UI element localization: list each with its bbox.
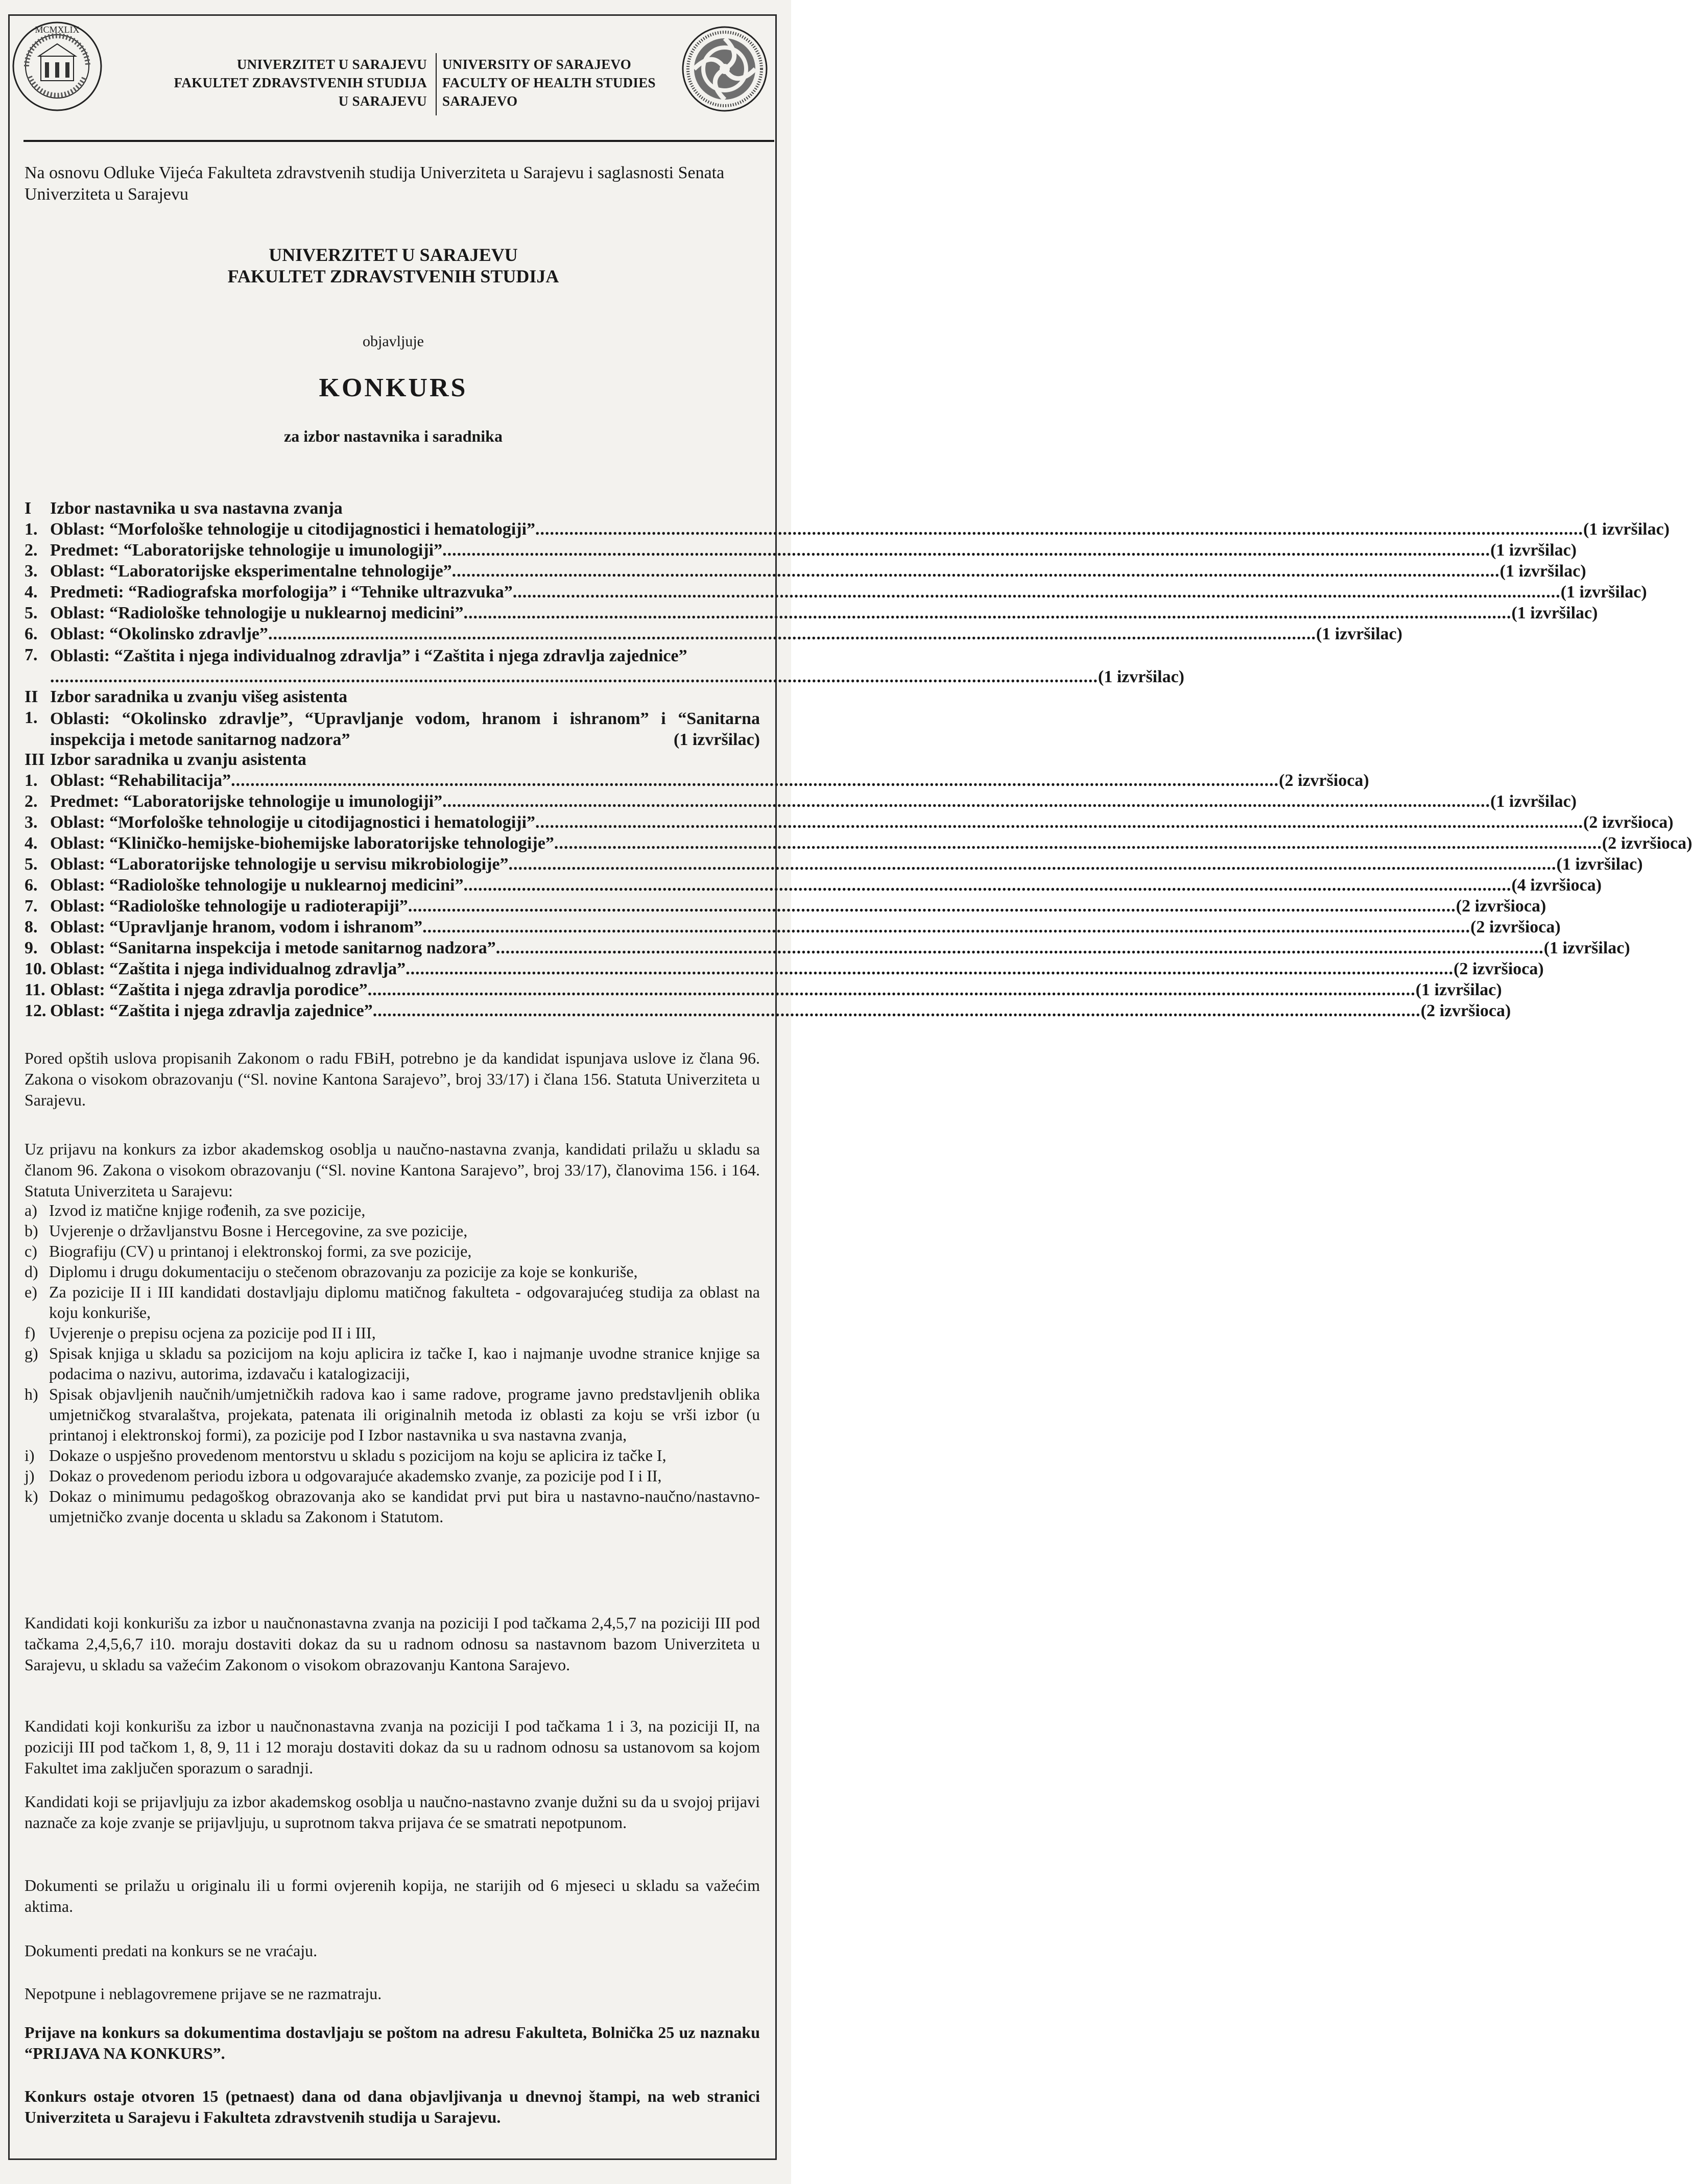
document-text: Dokaz o provedenom periodu izbora u odgovarajuće akademsko zvanje, za pozicije pod I i II, [49, 1467, 662, 1485]
leader-dots [509, 855, 1557, 874]
item-text: Predmeti: “Radiografska morfologija” i “Tehnike ultrazvuka” [50, 583, 513, 602]
general-conditions: Pored opštih uslova propisanih Zakonom o radu FBiH, potrebno je da kandidat ispunjava uslove iz člana 96. Zakona o visokom obrazovanju (“Sl. novine Kantona Sarajevo”, broj 33/17) i člana 156. Statuta Univerziteta u Sarajevu. [25, 1049, 760, 1109]
document-item [25, 1323, 760, 1343]
item-body [50, 708, 760, 750]
leader-dots [463, 604, 1511, 623]
section-title: Izbor saradnika u zvanju asistenta [50, 750, 306, 769]
item-text: Oblast: “Radiološke tehnologije u nuklearnoj medicini” [50, 604, 464, 622]
item-number: 8. [25, 918, 38, 937]
document-letter: k) [25, 1487, 38, 1505]
position-item [25, 980, 1502, 1001]
item-count: (1 izvršilac) [1490, 541, 1577, 560]
document-text: Spisak knjiga u skladu sa pozicijom na koju aplicira iz tačke I, kao i najmanje uvodne stranice knjige sa podacima o nazivu, autorima, izdavaču i katalogizaciji, [49, 1344, 760, 1383]
item-text: Predmet: “Laboratorijske tehnologije u imunologiji” [50, 541, 443, 560]
position-item [25, 625, 1402, 645]
item-count-line [50, 666, 1184, 687]
item-number: 4. [25, 834, 38, 853]
item-count: (2 izvršioca) [1602, 834, 1692, 853]
page-title: KONKURS [319, 373, 468, 402]
section-heading [25, 750, 760, 771]
section-heading [25, 499, 760, 520]
position-item [25, 855, 1643, 876]
item-text: Oblast: “Kliničko-hemijske-biohemijske laboratorijske tehnologije” [50, 834, 554, 853]
item-text: Oblast: “Laboratorijske eksperimentalne tehnologije” [50, 562, 452, 581]
leader-dots [535, 520, 1583, 539]
item-number: 4. [25, 583, 38, 602]
intro-text: Na osnovu Odluke Vijeća Fakulteta zdravstvenih studija Univerziteta u Sarajevu i saglasnosti Senata Univerziteta u Sarajevu [25, 163, 725, 204]
document-text: Spisak objavljenih naučnih/umjetničkih radova kao i same radove, programe javno predstavljenih oblika umjetničkog stvaralaštva, projekata, patenata ili originalnih metoda iz oblasti za koju se vrši izbor (u printanoj i elektronskoj formi), za pozicije pod I Izbor nastavnika u sva nastavna zvanja, [49, 1385, 760, 1444]
item-text: Oblast: “Sanitarna inspekcija i metode sanitarnog nadzora” [50, 939, 496, 957]
university-seal-icon [11, 20, 103, 112]
documents-list [25, 1200, 760, 1527]
leader-dots [513, 583, 1561, 602]
item-count: (1 izvršilac) [1415, 980, 1502, 999]
item-number: 3. [25, 813, 38, 832]
item-text: Oblast: “Radiološke tehnologije u radioterapiji” [50, 897, 408, 916]
item-number: 3. [25, 562, 38, 581]
item-count: (2 izvršioca) [1279, 771, 1369, 790]
document-letter: g) [25, 1344, 38, 1362]
leader-dots [422, 918, 1470, 937]
section-heading [25, 687, 760, 708]
document-text: Diplomu i drugu dokumentaciju o stečenom obrazovanju za pozicije za koje se konkuriše, [49, 1262, 638, 1281]
document-item [25, 1466, 760, 1486]
item-body [50, 645, 1184, 687]
document-letter: f) [25, 1324, 36, 1342]
paragraph: Nepotpune i neblagovremene prijave se ne razmatraju. [25, 1984, 382, 2003]
item-number: 2. [25, 792, 38, 811]
leader-dots [50, 666, 1098, 687]
document-item [25, 1445, 760, 1466]
section-number: I [25, 499, 32, 518]
item-number: 1. [25, 520, 38, 539]
position-item [25, 583, 1647, 604]
document-letter: b) [25, 1221, 38, 1240]
item-text: Oblasti: “Zaštita i njega individualnog zdravlja” i “Zaštita i njega zdravlja zajednice” [50, 646, 687, 665]
leader-dots [231, 771, 1279, 790]
position-item [25, 1001, 1511, 1022]
item-number: 2. [25, 541, 38, 560]
position-item [25, 876, 1602, 897]
item-count: (2 izvršioca) [1453, 959, 1544, 978]
item-text: Oblast: “Upravljanje hranom, vodom i ishranom” [50, 918, 423, 937]
document-letter: j) [25, 1467, 35, 1485]
document-text: Biografiju (CV) u printanoj i elektronskoj formi, za sve pozicije, [49, 1242, 472, 1260]
item-number: 10. [25, 959, 46, 978]
item-number: 12. [25, 1001, 46, 1020]
item-count: (1 izvršilac) [1556, 855, 1643, 874]
position-item [25, 959, 1544, 980]
item-text: Oblast: “Morfološke tehnologije u citodijagnostici i hematologiji” [50, 520, 536, 539]
letterhead-bosnian [126, 55, 427, 110]
document-text: Uvjerenje o državljanstvu Bosne i Hercegovine, za sve pozicije, [49, 1221, 468, 1240]
letterhead-english [442, 55, 667, 110]
section-title: Izbor nastavnika u sva nastavna zvanja [50, 499, 343, 518]
page-subtitle: za izbor nastavnika i saradnika [284, 427, 503, 445]
item-count: (1 izvršilac) [1583, 520, 1670, 539]
seal-year: MCMXLIX [35, 25, 80, 35]
item-text: Predmet: “Laboratorijske tehnologije u imunologiji” [50, 792, 443, 811]
item-text: Oblast: “Zaštita i njega zdravlja zajednice” [50, 1001, 373, 1020]
faculty-logo-icon [681, 26, 768, 112]
item-text: Oblast: “Laboratorijske tehnologije u servisu mikrobiologije” [50, 855, 509, 874]
document-text: Dokaz o minimumu pedagoškog obrazovanja ako se kandidat prvi put bira u nastavno-naučno/nastavno-umjetničko zvanje docenta u skladu sa Zakonom i Statutom. [49, 1487, 760, 1526]
item-text: Oblast: “Morfološke tehnologije u citodijagnostici i hematologiji” [50, 813, 536, 832]
position-item [25, 541, 1577, 562]
institution-line: UNIVERZITET U SARAJEVU [269, 245, 518, 265]
document-item [25, 1200, 760, 1220]
paragraph: Dokumenti se prilažu u originalu ili u formi ovjerenih kopija, ne starijih od 6 mjeseci u skladu sa važećim aktima. [25, 1876, 760, 1915]
item-number: 6. [25, 876, 38, 895]
item-text: Oblast: “Rehabilitacija” [50, 771, 231, 790]
leader-dots [442, 792, 1490, 811]
item-count: (1 izvršilac) [1499, 562, 1586, 581]
leader-dots [554, 834, 1602, 853]
item-count: (1 izvršilac) [674, 730, 760, 749]
position-item [25, 897, 1546, 918]
leader-dots [496, 939, 1544, 958]
item-number: 5. [25, 604, 38, 622]
item-count: (2 izvršioca) [1456, 897, 1546, 916]
item-number: 5. [25, 855, 38, 874]
leader-dots [408, 897, 1456, 916]
item-text: Oblast: “Okolinsko zdravlje” [50, 625, 268, 643]
item-text: Oblasti: “Okolinsko zdravlje”, “Upravljanje vodom, hranom i ishranom” i “Sanitarna inspekcija i metode sanitarnog nadzora” [50, 709, 760, 749]
document-item [25, 1220, 760, 1241]
item-number: 6. [25, 625, 38, 643]
paragraph: Dokumenti predati na konkurs se ne vraćaju. [25, 1941, 318, 1960]
documents-intro: Uz prijavu na konkurs za izbor akademskog osoblja u naučno-nastavna zvanja, kandidati prilažu u skladu sa članom 96. Zakona o visokom obrazovanju (“Sl. novine Kantona Sarajevo”, broj 33/17), članovima 156. i 164. Statuta Univerziteta u Sarajevu: [25, 1140, 760, 1200]
leader-dots [368, 980, 1416, 1000]
item-text: Oblast: “Zaštita i njega individualnog zdravlja” [50, 959, 406, 978]
announces-text: objavljuje [363, 333, 424, 350]
letterhead-line: UNIVERSITY OF SARAJEVO [442, 57, 632, 72]
item-number: 9. [25, 939, 38, 957]
section-number: II [25, 687, 38, 706]
document-letter: c) [25, 1242, 37, 1260]
item-count: (1 izvršilac) [1511, 604, 1598, 622]
institution-name [25, 244, 762, 287]
position-item [25, 645, 1184, 687]
leader-dots [442, 541, 1490, 560]
item-number: 11. [25, 980, 45, 999]
position-item [25, 771, 1369, 792]
item-count: (1 izvršilac) [1490, 792, 1577, 811]
position-item [25, 834, 1692, 855]
paragraph: Kandidati koji se prijavljuju za izbor akademskog osoblja u naučno-nastavno zvanje dužni su da u svojoj prijavi naznače za koje zvanje se prijavljuju, u suprotnom takva prijava će se smatrati nepotpunom. [25, 1792, 760, 1832]
letterhead-rule [23, 140, 774, 142]
position-item [25, 708, 760, 750]
document-text: Izvod iz matične knjige rođenih, za sve pozicije, [49, 1201, 366, 1219]
item-count: (1 izvršilac) [1098, 667, 1184, 686]
letterhead [8, 14, 777, 152]
leader-dots [535, 813, 1583, 832]
letterhead-line: FAKULTET ZDRAVSTVENIH STUDIJA [174, 75, 427, 90]
document-item [25, 1282, 760, 1323]
position-item [25, 562, 1586, 583]
item-count: (2 izvršioca) [1420, 1001, 1511, 1020]
item-number: 7. [25, 645, 38, 664]
document-letter: a) [25, 1201, 37, 1219]
item-count: (2 izvršioca) [1470, 918, 1561, 937]
item-count: (4 izvršioca) [1511, 876, 1602, 895]
institution-line: FAKULTET ZDRAVSTVENIH STUDIJA [227, 266, 559, 286]
document-item [25, 1241, 760, 1261]
position-item [25, 604, 1598, 625]
document-text: Za pozicije II i III kandidati dostavljaju diplomu matičnog fakulteta - odgovarajućeg studija za oblast na koju konkuriše, [49, 1283, 760, 1322]
position-item [25, 939, 1630, 959]
letterhead-divider [436, 53, 437, 115]
document-letter: d) [25, 1262, 38, 1281]
paragraph: Kandidati koji konkurišu za izbor u naučnonastavna zvanja na poziciji I pod tačkama 2,4,5,7 na poziciji III pod tačkama 2,4,5,6,7 i10. moraju dostaviti dokaz da su u radnom odnosu sa nastavnom bazom Univerziteta u Sarajevu, u skladu sa važećim Zakonom o visokom obrazovanju Kantona Sarajevo. [25, 1614, 760, 1674]
document-text: Uvjerenje o prepisu ocjena za pozicije pod II i III, [49, 1324, 376, 1342]
leader-dots [373, 1001, 1421, 1021]
item-number: 1. [25, 708, 38, 727]
closing-note: Konkurs ostaje otvoren 15 (petnaest) dana od dana objavljivanja u dnevnoj štampi, na web stranici Univerziteta u Sarajevu i Fakulteta zdravstvenih studija u Sarajevu. [25, 2087, 760, 2126]
document-text: Dokaze o uspješno provedenom mentorstvu u skladu s pozicijom na koju se aplicira iz tačke I, [49, 1446, 666, 1465]
leader-dots [463, 876, 1511, 895]
item-number: 1. [25, 771, 38, 790]
letterhead-line: SARAJEVO [442, 93, 518, 109]
document-item [25, 1384, 760, 1445]
item-number: 7. [25, 897, 38, 916]
letterhead-line: UNIVERZITET U SARAJEVU [236, 57, 427, 72]
submission-note: Prijave na konkurs sa dokumentima dostavljaju se poštom na adresu Fakulteta, Bolnička 25 uz naznaku “PRIJAVA NA KONKURS”. [25, 2023, 760, 2062]
position-item [25, 792, 1577, 813]
letterhead-line: U SARAJEVU [338, 93, 427, 109]
leader-dots [452, 562, 1500, 581]
document-item [25, 1343, 760, 1384]
positions-list [25, 499, 1692, 1022]
document-item [25, 1261, 760, 1282]
position-item [25, 813, 1674, 834]
section-title: Izbor saradnika u zvanju višeg asistenta [50, 687, 348, 706]
item-count: (2 izvršioca) [1583, 813, 1674, 832]
document-letter: h) [25, 1385, 38, 1403]
document-letter: i) [25, 1446, 35, 1465]
position-item [25, 520, 1670, 541]
item-count: (1 izvršilac) [1316, 625, 1402, 643]
item-text: Oblast: “Radiološke tehnologije u nuklearnoj medicini” [50, 876, 464, 895]
item-count: (1 izvršilac) [1560, 583, 1647, 602]
leader-dots [406, 959, 1453, 979]
document-letter: e) [25, 1283, 37, 1301]
document-item [25, 1486, 760, 1527]
section-number: III [25, 750, 45, 769]
letterhead-line: FACULTY OF HEALTH STUDIES [442, 75, 656, 90]
item-count: (1 izvršilac) [1543, 939, 1630, 957]
leader-dots [268, 625, 1316, 644]
position-item [25, 918, 1561, 939]
paragraph: Kandidati koji konkurišu za izbor u naučnonastavna zvanja na poziciji I pod tačkama 1 i 3, na poziciji II, na poziciji III pod tačkom 1, 8, 9, 11 i 12 moraju dostaviti dokaz da su u radnom odnosu sa ustanovom sa kojom Fakultet ima zaključen sporazum o saradnji. [25, 1717, 760, 1777]
item-text: Oblast: “Zaštita i njega zdravlja porodice” [50, 980, 368, 999]
